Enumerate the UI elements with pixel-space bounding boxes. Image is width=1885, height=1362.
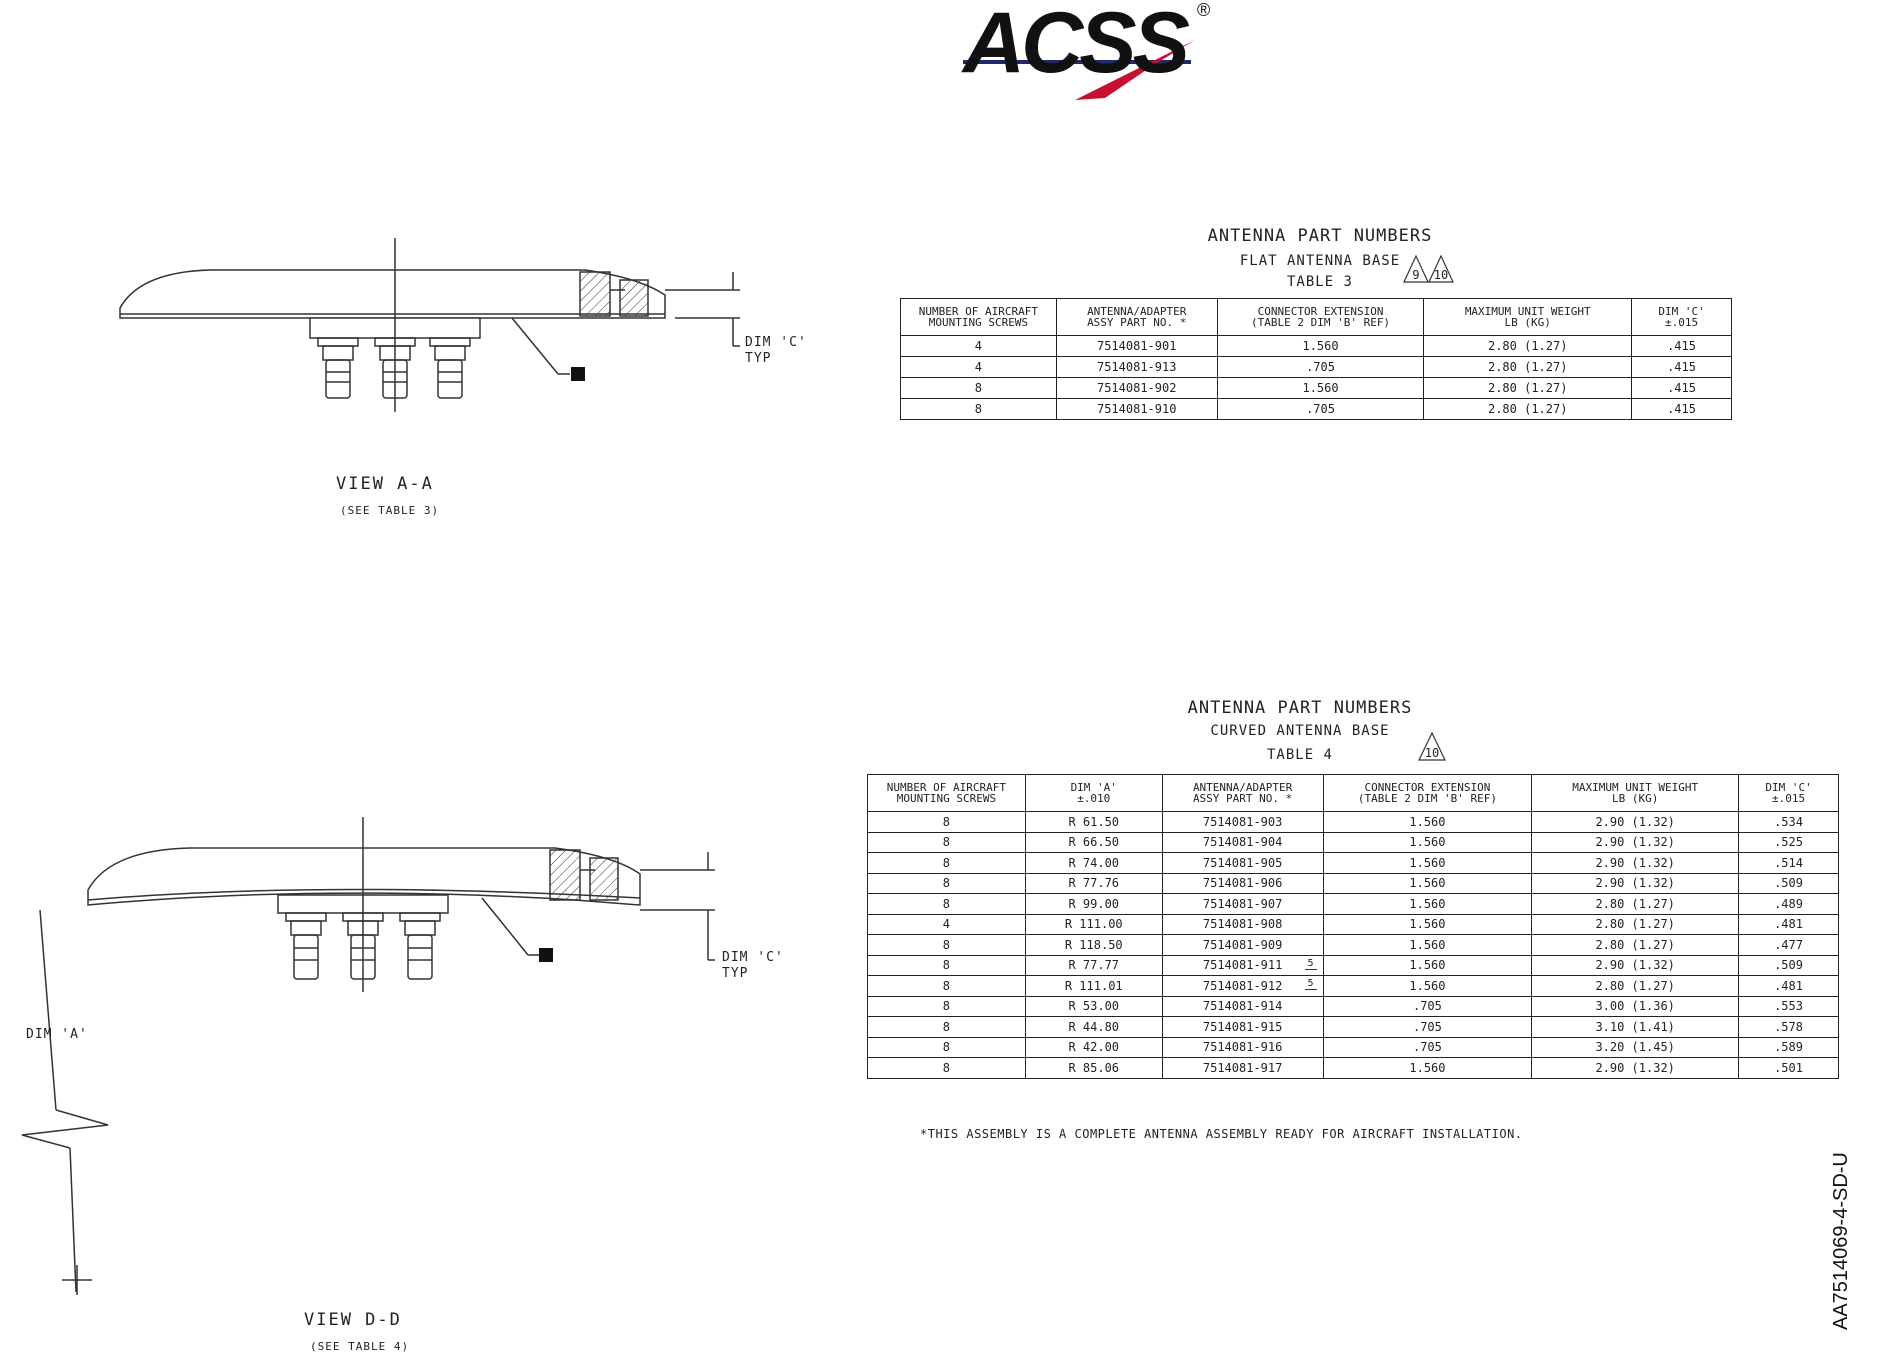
table3-label: TABLE 3 xyxy=(1286,274,1353,290)
table-cell: 4 xyxy=(868,914,1026,935)
table-cell: 8 xyxy=(868,832,1026,853)
table-cell: 8 xyxy=(868,955,1026,976)
table-cell: R 77.77 xyxy=(1025,955,1162,976)
table-cell: .415 xyxy=(1632,357,1732,378)
part-number: 7514081-903 xyxy=(1202,814,1283,829)
part-number: 7514081-917 xyxy=(1202,1060,1283,1075)
table-cell: 2.90 (1.32) xyxy=(1532,873,1739,894)
table-cell xyxy=(1162,1058,1323,1079)
table-cell: 2.80 (1.27) xyxy=(1532,976,1739,997)
table-cell: .481 xyxy=(1739,976,1839,997)
table-cell: .705 xyxy=(1217,399,1424,420)
table-cell: 2.90 (1.32) xyxy=(1532,853,1739,874)
rev-flag-icon: 5 xyxy=(1305,958,1317,970)
view-dd-typ: TYP xyxy=(722,966,749,981)
part-number: 7514081-916 xyxy=(1202,1040,1283,1055)
table3-subtitle: FLAT ANTENNA BASE xyxy=(1239,253,1401,269)
table-cell: .534 xyxy=(1739,812,1839,833)
table-row xyxy=(868,894,1839,915)
table-cell: 1.560 xyxy=(1323,976,1532,997)
view-aa-typ: TYP xyxy=(745,351,772,366)
part-number: 7514081-908 xyxy=(1202,917,1283,932)
table-cell: 7514081-902 xyxy=(1056,378,1217,399)
table4-header-screws: NUMBER OF AIRCRAFT MOUNTING SCREWS xyxy=(868,775,1026,812)
table-cell: 1.560 xyxy=(1323,832,1532,853)
view-dd-dim-c: DIM 'C' xyxy=(722,950,784,965)
part-number: 7514081-906 xyxy=(1202,876,1283,891)
footnote: *THIS ASSEMBLY IS A COMPLETE ANTENNA ASSEMBLY READY FOR AIRCRAFT INSTALLATION. xyxy=(920,1127,1523,1141)
table-cell: 8 xyxy=(868,976,1026,997)
table-cell: 8 xyxy=(868,1037,1026,1058)
table-cell: 8 xyxy=(868,812,1026,833)
table-cell: R 118.50 xyxy=(1025,935,1162,956)
table-row xyxy=(868,1037,1839,1058)
table-cell: 8 xyxy=(901,399,1057,420)
part-number: 7514081-907 xyxy=(1202,896,1283,911)
table-cell: R 44.80 xyxy=(1025,1017,1162,1038)
table3-header-screws: NUMBER OF AIRCRAFT MOUNTING SCREWS xyxy=(901,299,1057,336)
table-cell: .705 xyxy=(1323,1037,1532,1058)
table-cell: 2.80 (1.27) xyxy=(1532,894,1739,915)
table-row xyxy=(868,914,1839,935)
table-cell: 8 xyxy=(868,873,1026,894)
table-row xyxy=(901,357,1732,378)
table-cell: R 85.06 xyxy=(1025,1058,1162,1079)
part-number: 7514081-914 xyxy=(1202,999,1283,1014)
part-number: 7514081-905 xyxy=(1202,855,1283,870)
table-row xyxy=(901,336,1732,357)
table-cell: 8 xyxy=(868,894,1026,915)
table-row xyxy=(868,853,1839,874)
table-cell: 1.560 xyxy=(1323,873,1532,894)
table-cell: 1.560 xyxy=(1323,1058,1532,1079)
table-cell: 1.560 xyxy=(1323,914,1532,935)
table-cell: .509 xyxy=(1739,873,1839,894)
rev-flag-icon: 5 xyxy=(1305,978,1317,990)
table-cell: 2.80 (1.27) xyxy=(1532,935,1739,956)
table-row xyxy=(868,1058,1839,1079)
table-cell: R 111.01 xyxy=(1025,976,1162,997)
view-dd-dim-a: DIM 'A' xyxy=(26,1027,88,1042)
table-cell: R 66.50 xyxy=(1025,832,1162,853)
table3-flag-10: 10 xyxy=(1433,268,1449,282)
table3-header-connector: CONNECTOR EXTENSION (TABLE 2 DIM 'B' REF) xyxy=(1217,299,1424,336)
table-cell: R 99.00 xyxy=(1025,894,1162,915)
table-cell xyxy=(1162,832,1323,853)
table-cell: .415 xyxy=(1632,336,1732,357)
table-cell: R 42.00 xyxy=(1025,1037,1162,1058)
table-cell: 1.560 xyxy=(1323,853,1532,874)
logo-text: ACSS xyxy=(963,0,1186,91)
part-number: 7514081-912 xyxy=(1202,978,1283,993)
table-cell xyxy=(1162,914,1323,935)
view-aa-dim-c: DIM 'C' xyxy=(745,335,807,350)
table-cell: .553 xyxy=(1739,996,1839,1017)
part-number: 7514081-909 xyxy=(1202,937,1283,952)
table-cell: 2.80 (1.27) xyxy=(1424,336,1632,357)
view-aa-sub: (SEE TABLE 3) xyxy=(340,504,440,517)
table3-header-weight: MAXIMUM UNIT WEIGHT LB (KG) xyxy=(1424,299,1632,336)
table-row xyxy=(901,378,1732,399)
view-dd-drawing xyxy=(22,817,715,1295)
view-aa-drawing xyxy=(120,238,740,412)
table-cell: 1.560 xyxy=(1217,336,1424,357)
table3 xyxy=(900,298,1732,420)
part-number: 7514081-904 xyxy=(1202,835,1283,850)
table-cell: .705 xyxy=(1323,996,1532,1017)
table-cell xyxy=(1162,935,1323,956)
table-cell: 1.560 xyxy=(1323,894,1532,915)
table3-flag-9: 9 xyxy=(1412,268,1420,282)
table-cell: 7514081-910 xyxy=(1056,399,1217,420)
table-cell: 2.80 (1.27) xyxy=(1532,914,1739,935)
table-cell xyxy=(1162,894,1323,915)
table-row xyxy=(868,976,1839,997)
table-cell: 8 xyxy=(868,1017,1026,1038)
table4-flag-10: 10 xyxy=(1424,746,1440,760)
table-cell: R 111.00 xyxy=(1025,914,1162,935)
table-row xyxy=(868,996,1839,1017)
table4-header-dimc: DIM 'C' ±.015 xyxy=(1739,775,1839,812)
table-cell: .489 xyxy=(1739,894,1839,915)
table-cell: R 61.50 xyxy=(1025,812,1162,833)
table-cell: 1.560 xyxy=(1323,812,1532,833)
logo-registered-mark: ® xyxy=(1197,0,1211,20)
table4-label: TABLE 4 xyxy=(1266,747,1333,763)
table-cell xyxy=(1162,1017,1323,1038)
part-number: 7514081-915 xyxy=(1202,1019,1283,1034)
table-cell: 4 xyxy=(901,357,1057,378)
table-cell: R 74.00 xyxy=(1025,853,1162,874)
table-row xyxy=(868,955,1839,976)
view-dd-label: VIEW D-D xyxy=(304,1310,402,1330)
table-cell: 7514081-913 xyxy=(1056,357,1217,378)
table-cell: .501 xyxy=(1739,1058,1839,1079)
table-cell: .415 xyxy=(1632,399,1732,420)
table4-header-weight: MAXIMUM UNIT WEIGHT LB (KG) xyxy=(1532,775,1739,812)
part-number: 7514081-911 xyxy=(1202,958,1283,973)
table-cell xyxy=(1162,812,1323,833)
table-cell: 8 xyxy=(868,935,1026,956)
table-cell: .589 xyxy=(1739,1037,1839,1058)
table4-header-part: ANTENNA/ADAPTER ASSY PART NO. * xyxy=(1162,775,1323,812)
table-cell: .514 xyxy=(1739,853,1839,874)
table-cell: .477 xyxy=(1739,935,1839,956)
table-cell: 1.560 xyxy=(1323,935,1532,956)
table-row xyxy=(868,935,1839,956)
table-cell: .578 xyxy=(1739,1017,1839,1038)
table-cell: 3.00 (1.36) xyxy=(1532,996,1739,1017)
table-cell: 2.80 (1.27) xyxy=(1424,399,1632,420)
table-cell: 1.560 xyxy=(1323,955,1532,976)
table-cell: .509 xyxy=(1739,955,1839,976)
table3-header-part: ANTENNA/ADAPTER ASSY PART NO. * xyxy=(1056,299,1217,336)
table4-header-connector: CONNECTOR EXTENSION (TABLE 2 DIM 'B' REF) xyxy=(1323,775,1532,812)
table4-header-dima: DIM 'A' ±.010 xyxy=(1025,775,1162,812)
table-row xyxy=(868,1017,1839,1038)
table4-title: ANTENNA PART NUMBERS xyxy=(1187,698,1413,718)
table-cell: .525 xyxy=(1739,832,1839,853)
table-cell: 8 xyxy=(901,378,1057,399)
view-dd-sub: (SEE TABLE 4) xyxy=(310,1340,410,1353)
table-cell: 1.560 xyxy=(1217,378,1424,399)
table-cell xyxy=(1162,1037,1323,1058)
note-flag-1-icon xyxy=(571,367,585,381)
table-row xyxy=(868,812,1839,833)
table3-header-dimc: DIM 'C' ±.015 xyxy=(1632,299,1732,336)
table-cell: 7514081-901 xyxy=(1056,336,1217,357)
table-cell: .705 xyxy=(1323,1017,1532,1038)
table-cell: .705 xyxy=(1217,357,1424,378)
table3-title: ANTENNA PART NUMBERS xyxy=(1207,226,1433,246)
table-cell: 2.90 (1.32) xyxy=(1532,812,1739,833)
table-cell xyxy=(1162,873,1323,894)
table-cell xyxy=(1162,955,1323,976)
table-cell: .415 xyxy=(1632,378,1732,399)
table-cell: 2.80 (1.27) xyxy=(1424,357,1632,378)
note-flag-2-icon xyxy=(539,948,553,962)
table-row xyxy=(901,399,1732,420)
table-cell: 8 xyxy=(868,1058,1026,1079)
table-cell: 2.90 (1.32) xyxy=(1532,1058,1739,1079)
table-cell xyxy=(1162,976,1323,997)
table-cell: 4 xyxy=(901,336,1057,357)
document-id: AA7514069-4-SD-U xyxy=(1830,1152,1852,1330)
table-cell: 2.80 (1.27) xyxy=(1424,378,1632,399)
table-cell: R 77.76 xyxy=(1025,873,1162,894)
table-cell: .481 xyxy=(1739,914,1839,935)
table-cell: 8 xyxy=(868,996,1026,1017)
table-cell xyxy=(1162,996,1323,1017)
table-cell: 2.90 (1.32) xyxy=(1532,832,1739,853)
table-cell: 2.90 (1.32) xyxy=(1532,955,1739,976)
view-aa-label: VIEW A-A xyxy=(336,474,434,494)
table4 xyxy=(867,774,1839,1079)
table4-subtitle: CURVED ANTENNA BASE xyxy=(1210,723,1390,739)
table-row xyxy=(868,873,1839,894)
table-cell: 8 xyxy=(868,853,1026,874)
table-cell: 3.20 (1.45) xyxy=(1532,1037,1739,1058)
table-cell xyxy=(1162,853,1323,874)
table-cell: 3.10 (1.41) xyxy=(1532,1017,1739,1038)
table-cell: R 53.00 xyxy=(1025,996,1162,1017)
table-row xyxy=(868,832,1839,853)
